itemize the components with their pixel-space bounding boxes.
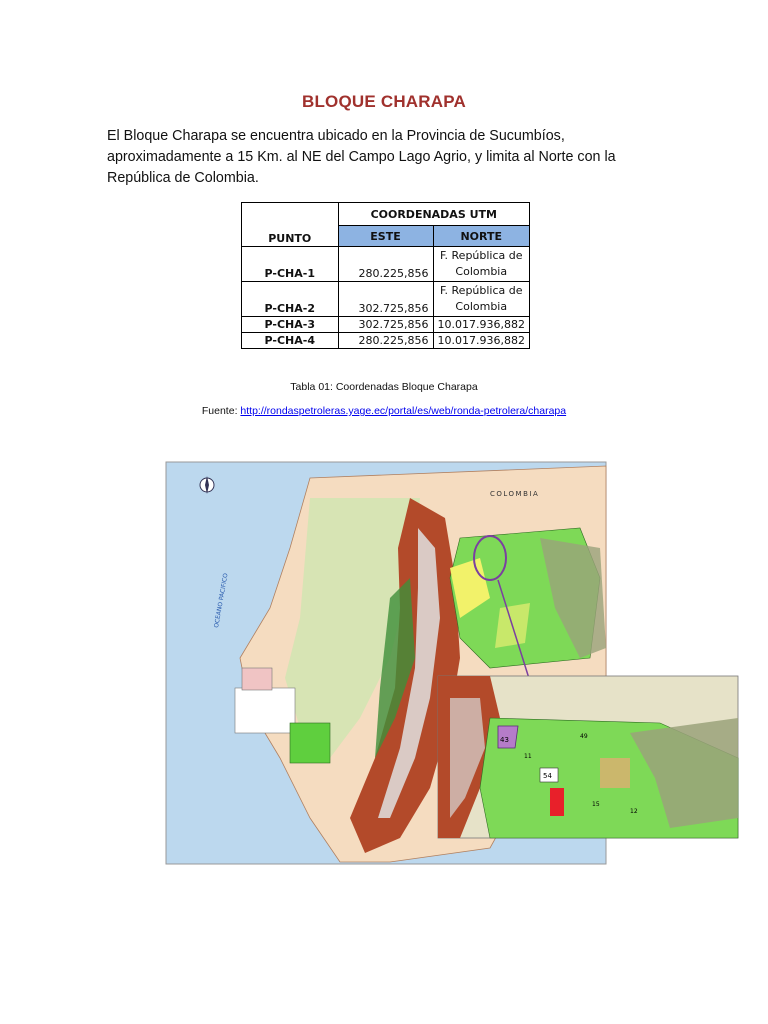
column-header-norte: NORTE: [433, 226, 529, 247]
cell-punto: P-CHA-2: [242, 282, 339, 317]
table-row: [242, 317, 530, 333]
cell-norte-line1: F. República de: [439, 284, 523, 297]
source-line: [0, 405, 768, 417]
table-row: [242, 247, 530, 282]
cell-este: 280.225,856: [338, 333, 433, 349]
cell-norte: [433, 247, 529, 282]
empty-header-cell: [242, 203, 339, 226]
inset-block-label: 43: [500, 736, 509, 744]
map-figure: [160, 458, 740, 870]
ecuador-blocks-map: [160, 458, 740, 870]
cell-norte: 10.017.936,882: [433, 317, 529, 333]
table-header-row: [242, 203, 530, 226]
cell-norte-line2: Colombia: [455, 265, 508, 278]
coordinates-table: [241, 202, 530, 349]
cell-norte-line1: F. República de: [439, 249, 523, 262]
group-header: COORDENADAS UTM: [338, 203, 529, 226]
cell-norte: 10.017.936,882: [433, 333, 529, 349]
ocean-label: OCEANO PACIFICO: [213, 572, 230, 629]
table-caption: Tabla 01: Coordenadas Bloque Charapa: [290, 381, 478, 393]
source-link[interactable]: http://rondaspetroleras.yage.ec/portal/es/web/ronda-petrolera/charapa: [240, 405, 567, 417]
intro-paragraph: [107, 126, 667, 189]
cell-norte-line2: Colombia: [455, 300, 508, 313]
column-header-punto: PUNTO: [242, 226, 339, 247]
inset-block-label: 54: [543, 772, 552, 780]
cell-punto: P-CHA-4: [242, 333, 339, 349]
table-subheader-row: [242, 226, 530, 247]
coastal-block-pink: [242, 668, 272, 690]
inset-block-label: 12: [630, 808, 638, 815]
intro-text: El Bloque Charapa se encuentra ubicado en la Provincia de Sucumbíos, aproximadamente a 15 Km. al NE del Campo Lago Agrio, y limita al Norte con la República de Colombia.: [107, 128, 616, 186]
coastal-block-white: [235, 688, 295, 733]
cell-norte: [433, 282, 529, 317]
table-row: [242, 282, 530, 317]
country-label: COLOMBIA: [490, 490, 540, 498]
column-header-este: ESTE: [338, 226, 433, 247]
cell-este: 302.725,856: [338, 282, 433, 317]
inset-tan-block: [600, 758, 630, 788]
source-label: Fuente:: [201, 405, 238, 417]
coastal-block-green: [290, 723, 330, 763]
page-title: BLOQUE CHARAPA: [302, 92, 466, 111]
table-row: [242, 333, 530, 349]
inset-block-label: 11: [524, 753, 532, 760]
cell-este: 280.225,856: [338, 247, 433, 282]
inset-map: [438, 676, 738, 838]
cell-este: 302.725,856: [338, 317, 433, 333]
charapa-block: [550, 788, 564, 816]
cell-punto: P-CHA-3: [242, 317, 339, 333]
cell-punto: P-CHA-1: [242, 247, 339, 282]
inset-block-label: 49: [580, 733, 588, 740]
inset-block-label: 15: [592, 801, 600, 808]
